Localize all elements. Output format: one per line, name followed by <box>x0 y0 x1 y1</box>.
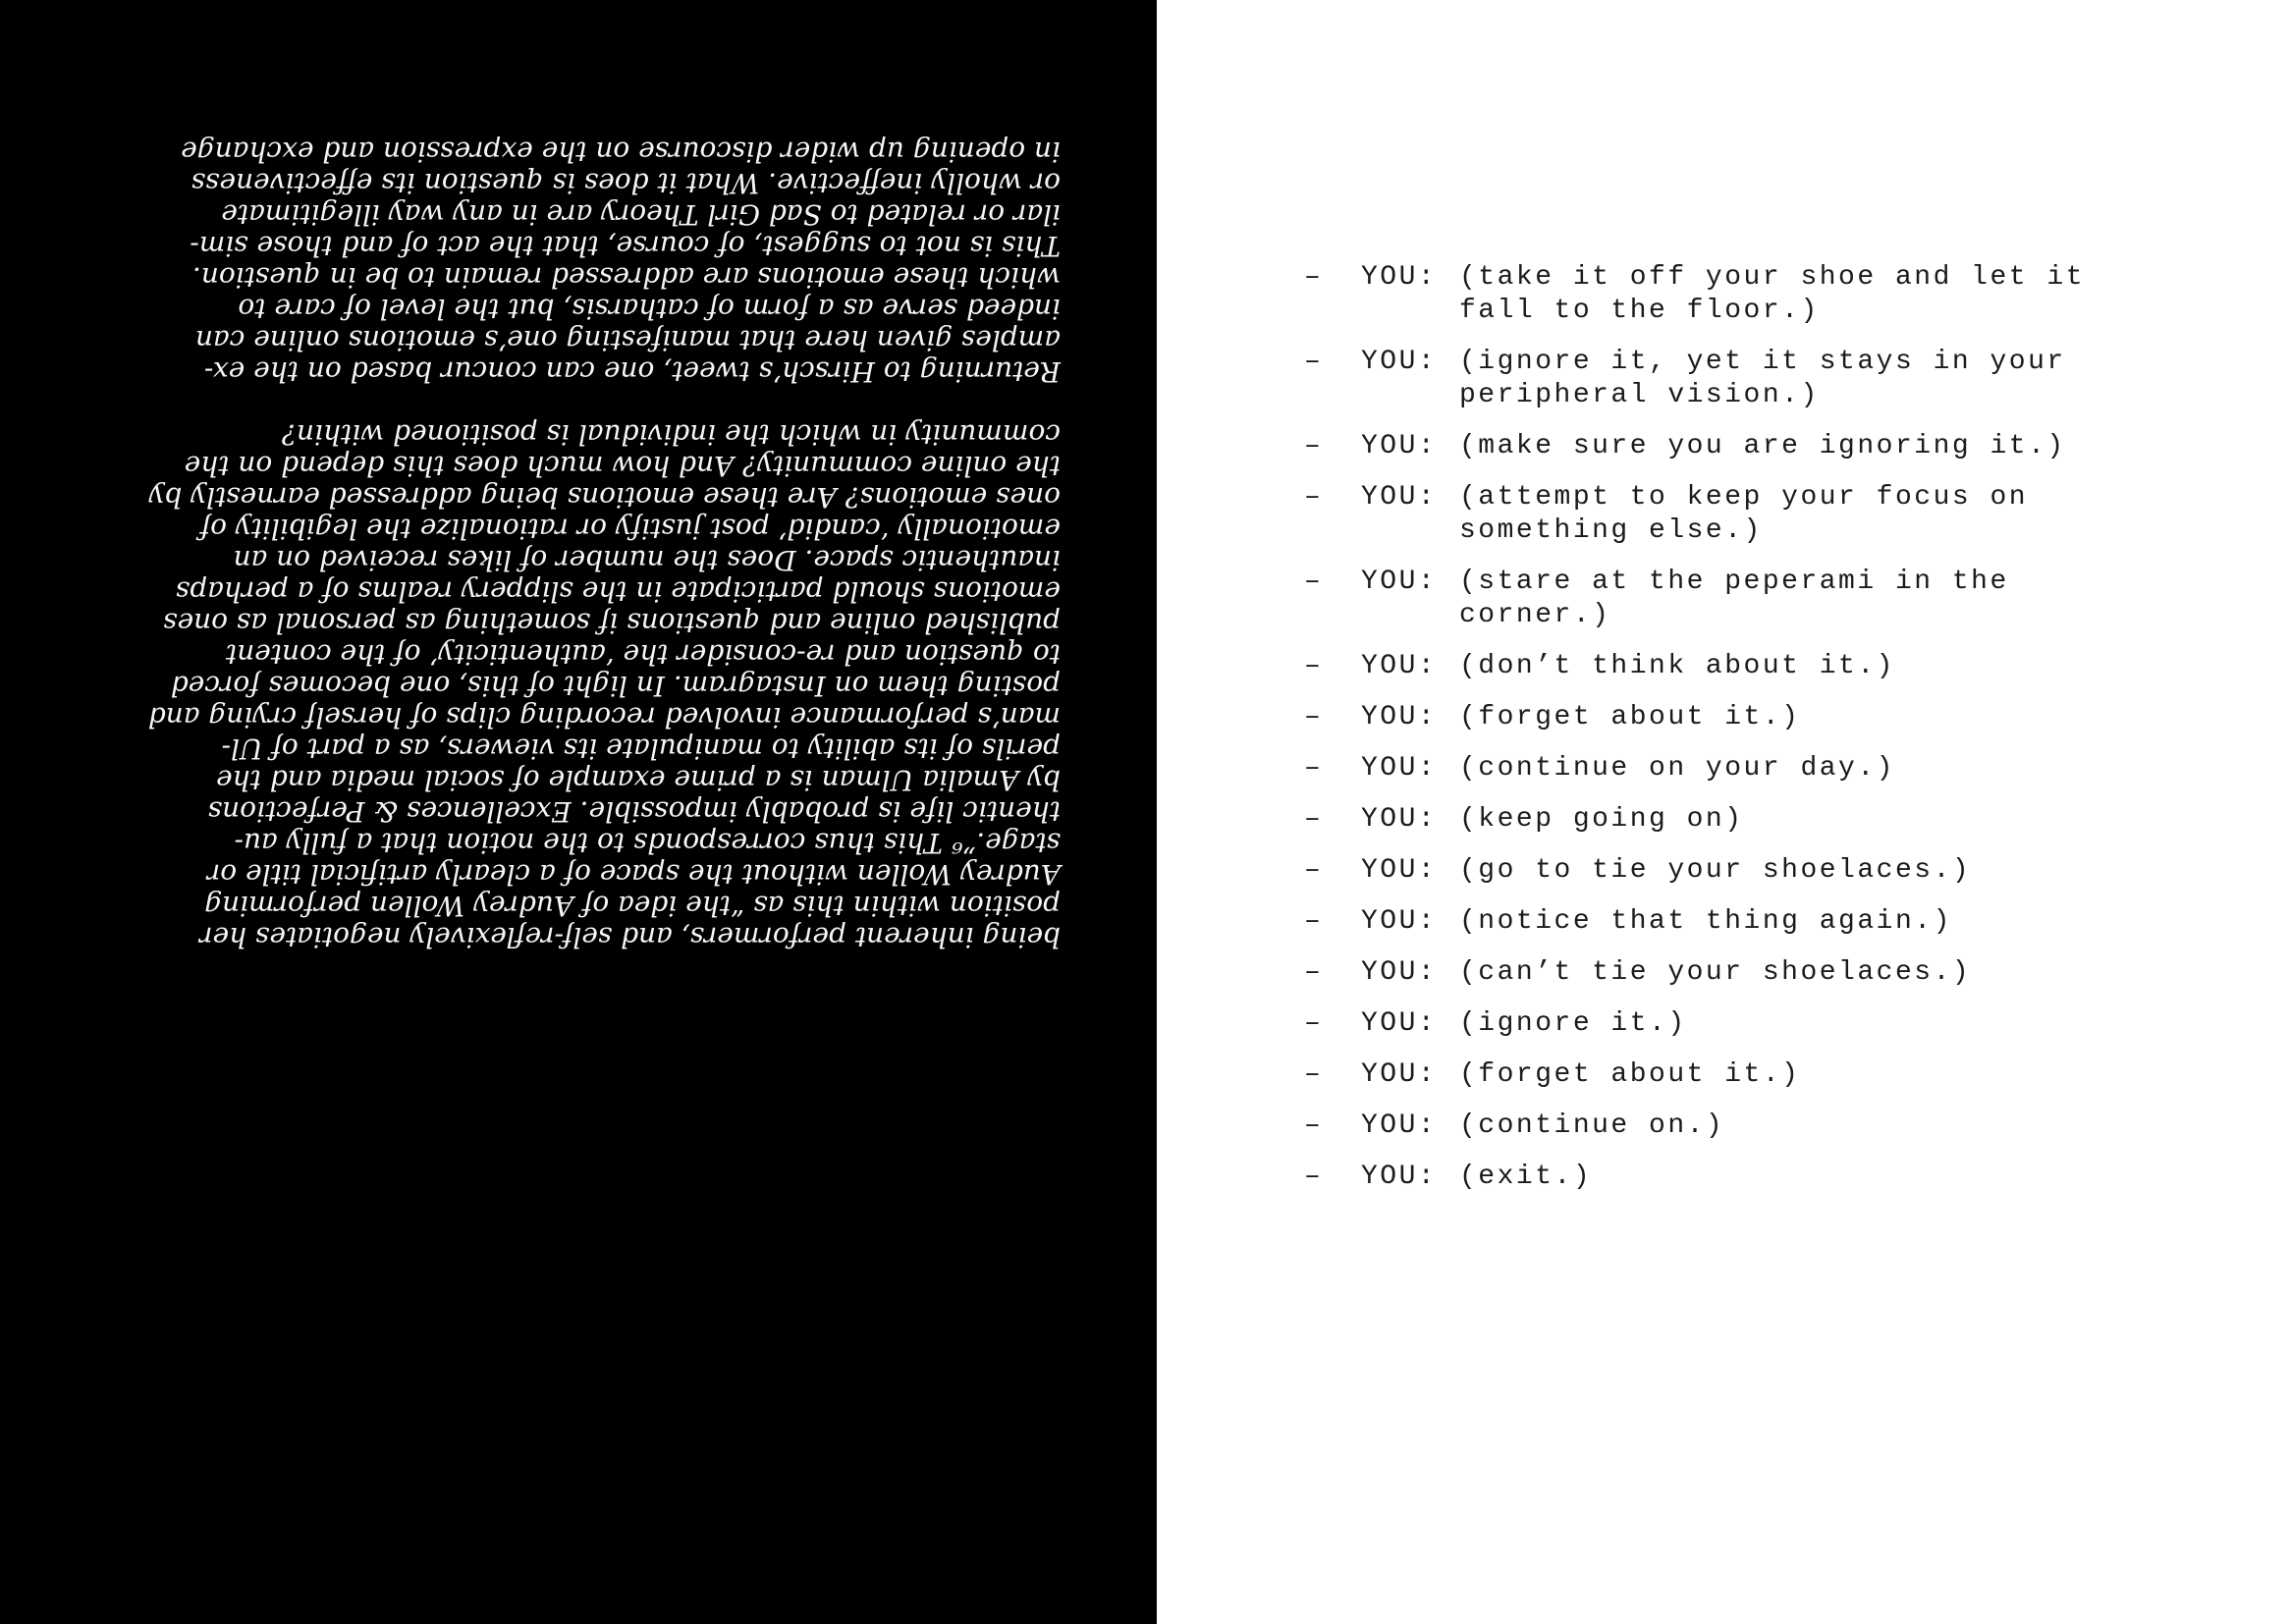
dialogue-entry <box>1304 430 2112 463</box>
text-line: ilar or related to Sad Girl Theory are in any way illegitimate <box>221 198 1061 231</box>
dialogue-text: (attempt to keep your focus on something else.) <box>1459 482 2029 546</box>
dialogue-entry <box>1304 752 2112 785</box>
dialogue-entry <box>1304 261 2112 328</box>
speaker-label: YOU: <box>1361 262 1438 293</box>
rotated-text-block <box>93 135 1061 952</box>
dialogue-entry <box>1304 481 2112 548</box>
dialogue-text: (stare at the peperami in the corner.) <box>1459 567 2009 630</box>
text-line: man’s performance involved recording clips of herself crying and <box>147 701 1061 733</box>
text-line: in opening up wider discourse on the expression and exchange <box>181 135 1061 168</box>
dash-bullet: – <box>1304 957 1324 988</box>
speaker-label: YOU: <box>1361 651 1438 681</box>
text-line: by Amalia Ulman is a prime example of social media and the <box>216 764 1061 796</box>
dash-bullet: – <box>1304 906 1324 937</box>
text-line: stage.”⁶ This thus corresponds to the notion that a fully au- <box>234 827 1061 859</box>
text-line: perils of its ability to manipulate its viewers, as a part of Ul- <box>221 732 1061 765</box>
dialogue-entry <box>1304 701 2112 734</box>
speaker-label: YOU: <box>1361 482 1438 513</box>
dialogue-entry <box>1304 854 2112 888</box>
dash-bullet: – <box>1304 1008 1324 1039</box>
text-line: ones emotions? Are these emotions being addressed earnestly by <box>148 481 1061 514</box>
text-line: Audrey Wollen without the space of a clearly artificial title or <box>206 858 1061 891</box>
dash-bullet: – <box>1304 431 1324 461</box>
dialogue-entry <box>1304 346 2112 412</box>
dialogue-text: (ignore it, yet it stays in your peripheral vision.) <box>1459 347 2066 410</box>
dash-bullet: – <box>1304 1110 1324 1141</box>
text-line: thentic life is probably impossible. Excellences & Perfections <box>207 795 1061 828</box>
right-page <box>1157 0 2289 1624</box>
dialogue-entry <box>1304 956 2112 990</box>
text-line: which these emotions are addressed remain to be in question. <box>191 261 1061 294</box>
dash-bullet: – <box>1304 753 1324 784</box>
dash-bullet: – <box>1304 804 1324 835</box>
dash-bullet: – <box>1304 262 1324 293</box>
essay-paragraph-2 <box>93 135 1061 387</box>
text-line: posting them on Instagram. In light of this, one becomes forced <box>170 670 1061 702</box>
text-line: community in which the individual is positioned within? <box>281 418 1061 451</box>
text-line: position within this as “the idea of Audrey Wollen performing <box>204 890 1061 922</box>
speaker-label: YOU: <box>1361 906 1438 937</box>
dialogue-text: (ignore it.) <box>1459 1008 1687 1039</box>
paragraph-gap <box>93 387 1061 418</box>
speaker-label: YOU: <box>1361 1110 1438 1141</box>
text-line: inauthentic space. Does the number of likes received on an <box>233 544 1061 576</box>
dialogue-text: (continue on.) <box>1459 1110 1725 1141</box>
dialogue-entry <box>1304 1058 2112 1092</box>
text-line: emotionally ‘candid’ post justify or rationalize the legibility of <box>199 513 1061 545</box>
text-line: published online and questions if something as personal as ones <box>163 607 1061 639</box>
speaker-label: YOU: <box>1361 1059 1438 1090</box>
dialogue-text: (don’t think about it.) <box>1459 651 1895 681</box>
text-line: Returning to Hirsch’s tweet, one can concur based on the ex- <box>203 355 1061 388</box>
dialogue-text: (continue on your day.) <box>1459 753 1895 784</box>
dialogue-entry <box>1304 1110 2112 1143</box>
dialogue-entry <box>1304 1007 2112 1041</box>
text-line: indeed serve as a form of catharsis, but the level of care to <box>238 293 1061 325</box>
dash-bullet: – <box>1304 567 1324 597</box>
dialogue-text: (go to tie your shoelaces.) <box>1459 855 1972 886</box>
text-line: to question and re-consider the ‘authenticity’ of the content <box>225 638 1061 671</box>
dash-bullet: – <box>1304 855 1324 886</box>
text-line: emotions should participate in the slippery realms of a perhaps <box>175 575 1061 608</box>
essay-paragraph-1 <box>93 418 1061 952</box>
dialogue-text: (notice that thing again.) <box>1459 906 1952 937</box>
dash-bullet: – <box>1304 651 1324 681</box>
text-line: being inherent performers, and self-reflexively negotiates her <box>199 921 1061 953</box>
dialogue-entry <box>1304 803 2112 837</box>
speaker-label: YOU: <box>1361 957 1438 988</box>
speaker-label: YOU: <box>1361 347 1438 377</box>
speaker-label: YOU: <box>1361 855 1438 886</box>
speaker-label: YOU: <box>1361 567 1438 597</box>
text-line: or wholly ineffective. What it does is question its effectiveness <box>191 167 1061 199</box>
text-line: This is not to suggest, of course, that the act of and those sim- <box>190 230 1061 262</box>
speaker-label: YOU: <box>1361 702 1438 732</box>
speaker-label: YOU: <box>1361 753 1438 784</box>
dialogue-text: (exit.) <box>1459 1162 1593 1192</box>
text-line: the online community? And how much does this depend on the <box>184 450 1061 482</box>
dialogue-entry <box>1304 566 2112 632</box>
speaker-label: YOU: <box>1361 1008 1438 1039</box>
dialogue-text: (keep going on) <box>1459 804 1744 835</box>
dash-bullet: – <box>1304 1059 1324 1090</box>
dialogue-text: (forget about it.) <box>1459 1059 1801 1090</box>
dialogue-entry <box>1304 1161 2112 1194</box>
speaker-label: YOU: <box>1361 804 1438 835</box>
dash-bullet: – <box>1304 702 1324 732</box>
dash-bullet: – <box>1304 347 1324 377</box>
dash-bullet: – <box>1304 1162 1324 1192</box>
dialogue-text: (can’t tie your shoelaces.) <box>1459 957 1972 988</box>
speaker-label: YOU: <box>1361 1162 1438 1192</box>
dash-bullet: – <box>1304 482 1324 513</box>
dialogue-entry <box>1304 650 2112 683</box>
dialogue-entry <box>1304 905 2112 939</box>
speaker-label: YOU: <box>1361 431 1438 461</box>
dialogue-text: (forget about it.) <box>1459 702 1801 732</box>
text-line: amples given here that manifesting one’s emotions online can <box>194 324 1061 356</box>
dialogue-text: (make sure you are ignoring it.) <box>1459 431 2066 461</box>
dialogue-list <box>1304 261 2112 1212</box>
dialogue-text: (take it off your shoe and let it fall to the floor.) <box>1459 262 2085 326</box>
